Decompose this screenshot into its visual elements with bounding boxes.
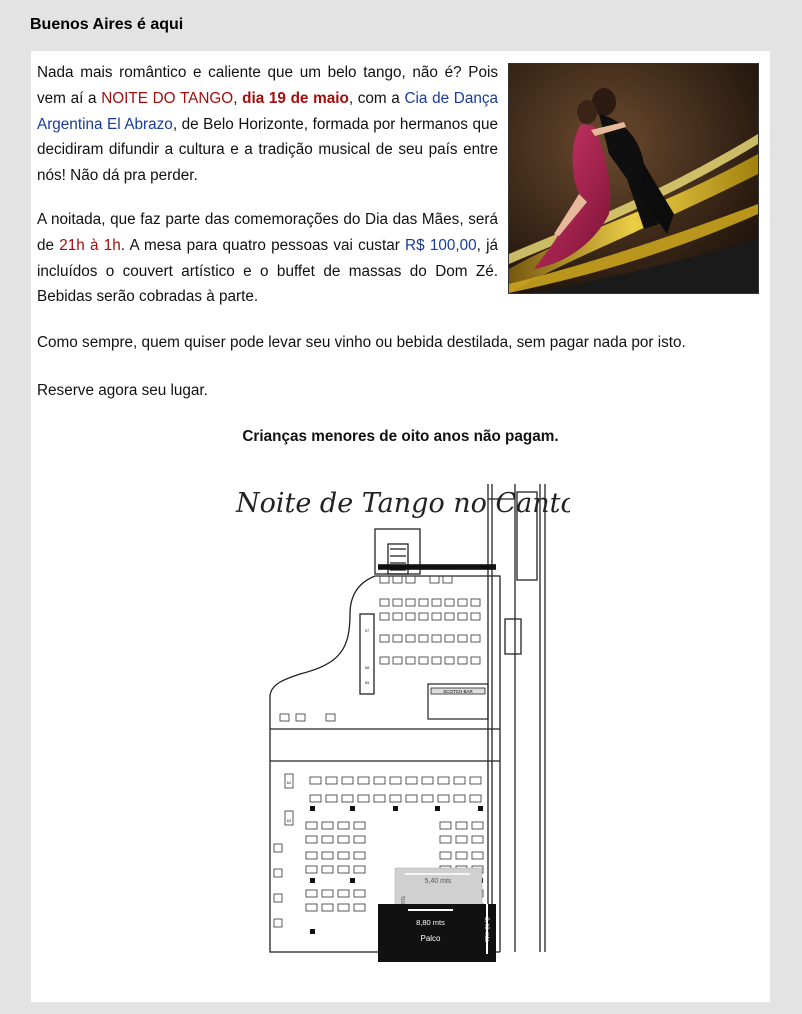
table-number: 59 <box>364 680 370 685</box>
stage <box>378 564 496 570</box>
text-run: , <box>233 89 243 107</box>
text-run: A noitada, que faz parte das comemorações do Dia das Mães, será de <box>37 211 498 254</box>
paragraph-intro <box>37 60 498 189</box>
children-free-notice: Crianças menores de oito anos não pagam. <box>242 428 559 445</box>
table-number: 63 <box>286 818 292 823</box>
floor-plan <box>230 474 570 962</box>
text-run: , de Belo Horizonte, formada por hermanos que decidiram difundir a cultura e a tradição musical de seu país entre nós! Não dá pra perder. <box>37 115 498 185</box>
stage-block <box>378 904 496 954</box>
text-run: Nada mais romântico e caliente que um belo tango, não é? Pois vem aí a <box>37 64 498 107</box>
paragraph-drinks: Como sempre, quem quiser pode levar seu vinho ou bebida destilada, sem pagar nada por isto. <box>37 334 686 351</box>
table-number: 58 <box>364 665 370 670</box>
tango-dancers-photo <box>508 63 759 294</box>
dance-floor-width: 5,40 mts <box>424 878 452 885</box>
stage-depth: 3,40 mts <box>482 917 490 942</box>
dance-company-name: Cia de Dança Argentina El Abrazo <box>37 89 499 133</box>
article-panel <box>31 51 770 1002</box>
event-time: 21h à 1h <box>59 236 121 254</box>
stage-base <box>378 953 496 962</box>
bar-label: SCOTCH BAR <box>443 689 473 694</box>
paragraph-reserve: Reserve agora seu lugar. <box>37 382 208 399</box>
event-name: NOITE DO TANGO <box>101 89 234 107</box>
event-date: dia 19 de maio <box>242 89 349 107</box>
floor-plan-drawing <box>230 474 570 962</box>
text-run: , com a <box>348 89 405 107</box>
article-heading: Buenos Aires é aqui <box>30 16 184 33</box>
text-run: , já incluídos o couvert artístico e o buffet de massas do Dom Zé. Bebidas serão cobradas à parte. <box>37 236 499 306</box>
table-number: 62 <box>286 780 292 785</box>
paragraph-details <box>37 207 498 310</box>
tango-photo-illustration <box>509 64 758 293</box>
table-price: R$ 100,00 <box>405 236 477 254</box>
floor-plan-title: Noite de Tango no Canto <box>236 488 570 519</box>
stage-width: 8,80 mts <box>416 918 445 927</box>
stage-label: Palco <box>420 934 441 943</box>
table-number: 57 <box>364 628 370 633</box>
text-run: . A mesa para quatro pessoas vai custar <box>120 236 406 254</box>
